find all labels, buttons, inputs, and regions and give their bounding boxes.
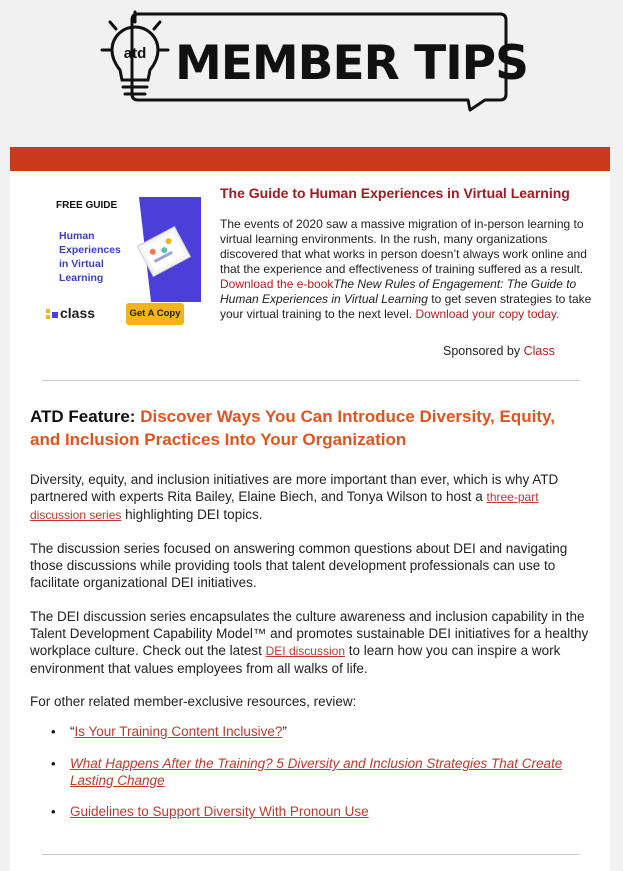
- download-ebook-link[interactable]: Download the e-book: [220, 277, 334, 291]
- newsletter-title: MEMBER TIPS: [175, 36, 528, 91]
- ad-brand-name: class: [60, 305, 96, 321]
- download-copy-link[interactable]: Download your copy today.: [415, 307, 560, 321]
- newsletter-header: [0, 0, 623, 148]
- list-item: [70, 755, 590, 789]
- sponsor-link[interactable]: Class: [523, 344, 555, 358]
- after-training-link[interactable]: What Happens After the Training? 5 Diversity and Inclusion Strategies That Create Lasting Change: [70, 756, 563, 788]
- ad-free-label: FREE GUIDE: [56, 200, 118, 211]
- list-item: [70, 803, 590, 820]
- accent-bar: [10, 147, 610, 171]
- get-a-copy-button[interactable]: Get A Copy: [126, 303, 184, 325]
- pronoun-guidelines-link[interactable]: Guidelines to Support Diversity With Pronoun Use: [70, 804, 369, 819]
- dei-discussion-link[interactable]: DEI discussion: [265, 644, 345, 658]
- list-item: • “Is Your Training Content Inclusive?”: [70, 723, 590, 740]
- ad-guide-title: Human Experiences in Virtual Learning: [59, 230, 121, 284]
- sponsor-line: Sponsored by Class: [443, 344, 555, 358]
- divider: [42, 854, 580, 855]
- ad-banner-image[interactable]: [46, 185, 201, 335]
- paragraph-2: The discussion series focused on answering common questions about DEI and navigating those discussions while providing tools that talent development professionals can use to facilitate organizational DEI initiatives.: [30, 541, 568, 590]
- feature-headline[interactable]: Discover Ways You Can Introduce Diversity, Equity, and Inclusion Practices Into Your Organization: [30, 407, 555, 449]
- paragraph-4: For other related member-exclusive resources, review:: [30, 694, 357, 709]
- paragraph-3: The DEI discussion series encapsulates the culture awareness and inclusion capability in the Talent Development Capability Model™ and promotes sustainable DEI initiatives for a healthy workplace culture. Check out the latest DEI discussion to learn how you can inspire a work environment that values employees from all walks of life.: [30, 609, 589, 676]
- divider: [42, 380, 580, 381]
- paragraph-1: Diversity, equity, and inclusion initiatives are more important than ever, which is why ATD partnered with experts Rita Bailey, Elaine Biech, and Tonya Wilson to host a three-part discussion series highlighting DEI topics.: [30, 472, 559, 522]
- discussion-series-link[interactable]: three-part discussion series: [30, 490, 539, 522]
- svg-text:atd: atd: [123, 45, 147, 62]
- feature-heading: ATD Feature: Discover Ways You Can Introduce Diversity, Equity, and Inclusion Practices Into Your Organization: [30, 407, 555, 449]
- content-card: [10, 171, 610, 871]
- class-logo-icon: [46, 309, 60, 321]
- ad-body: The events of 2020 saw a massive migration of in-person learning to virtual learning environments. In the rush, many organizations discovered that what works in person doesn’t always work online and that the experience and effectiveness of training suffered as a result. Download the e-bookThe New Rules of Engagement: The Guide to Human Experiences in Virtual Learning to get seven strategies to take your virtual training to the next level. Download your copy today.: [220, 217, 592, 321]
- ebook-cover-icon: [121, 197, 201, 302]
- ad-headline[interactable]: The Guide to Human Experiences in Virtual Learning: [220, 185, 570, 201]
- training-content-link[interactable]: Is Your Training Content Inclusive?: [74, 724, 283, 739]
- ebook-title: The New Rules of Engagement: The Guide to Human Experiences in Virtual Learning: [220, 277, 577, 306]
